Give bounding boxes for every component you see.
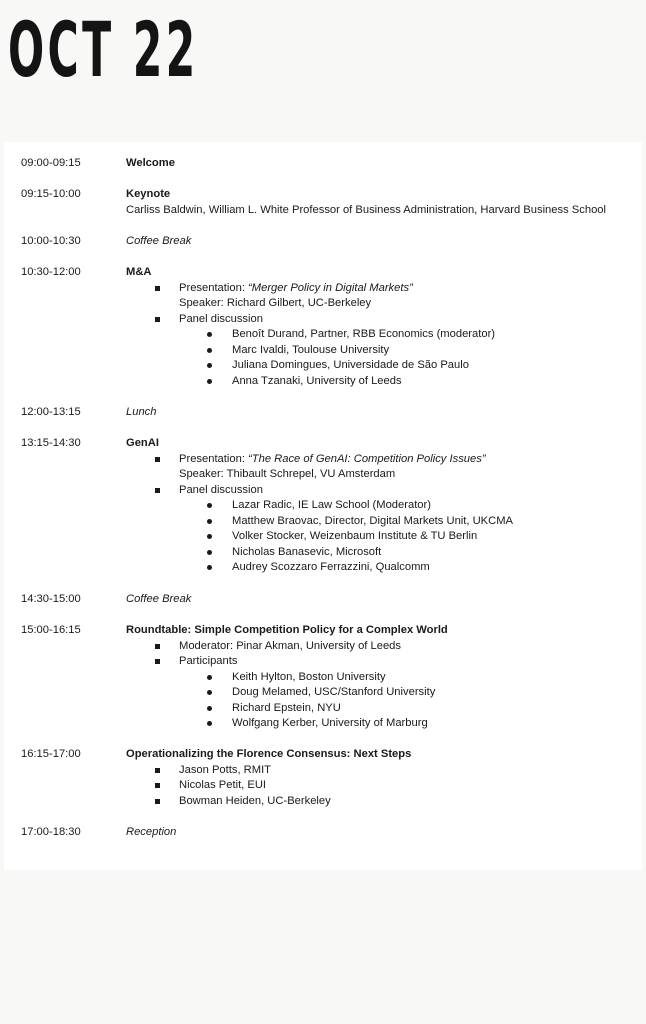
speaker-item: Bowman Heiden, UC-Berkeley [126, 794, 636, 810]
session-title: Welcome [126, 157, 175, 169]
session-content [126, 234, 636, 250]
participant: Richard Epstein, NYU [126, 701, 636, 717]
session-title: Keynote [126, 188, 171, 200]
panel-label: Panel discussion [126, 483, 636, 499]
time-slot: 16:15-17:00 [21, 748, 81, 760]
session-title: Lunch [126, 406, 157, 418]
session-content [126, 436, 636, 576]
speaker-item: Nicolas Petit, EUI [126, 778, 636, 794]
time-slot: 13:15-14:30 [21, 437, 81, 449]
schedule-panel [4, 142, 642, 870]
panelist: Matthew Braovac, Director, Digital Markets Unit, UKCMA [126, 514, 636, 530]
participant: Keith Hylton, Boston University [126, 670, 636, 686]
session-content [126, 156, 636, 172]
presentation-prefix: Presentation: [179, 452, 249, 465]
presentation-title: “Merger Policy in Digital Markets” [248, 281, 413, 294]
panelist: Volker Stocker, Weizenbaum Institute & TU Berlin [126, 529, 636, 545]
session-content [126, 825, 636, 841]
session-content [126, 747, 636, 809]
panelist: Benoît Durand, Partner, RBB Economics (moderator) [126, 327, 636, 343]
panelist: Marc Ivaldi, Toulouse University [126, 343, 636, 359]
session-title: GenAI [126, 437, 159, 449]
session-content [126, 405, 636, 421]
participants-label: Participants [126, 654, 636, 670]
session-content [126, 623, 636, 732]
presentation-title: “The Race of GenAI: Competition Policy Issues” [248, 452, 486, 465]
session-title: Operationalizing the Florence Consensus: Next Steps [126, 748, 412, 760]
session-content [126, 592, 636, 608]
time-slot: 10:00-10:30 [21, 235, 81, 247]
time-slot: 09:00-09:15 [21, 157, 81, 169]
session-title: M&A [126, 266, 152, 278]
time-slot: 12:00-13:15 [21, 406, 81, 418]
speaker-item: Jason Potts, RMIT [126, 763, 636, 779]
presentation-speaker: Speaker: Richard Gilbert, UC-Berkeley [179, 297, 372, 309]
keynote-speaker: Carliss Baldwin, William L. White Professor of Business Administration, Harvard Business School [126, 203, 606, 216]
panelist: Audrey Scozzaro Ferrazzini, Qualcomm [126, 560, 636, 576]
time-slot: 14:30-15:00 [21, 593, 81, 605]
time-slot: 09:15-10:00 [21, 188, 81, 200]
presentation-speaker: Speaker: Thibault Schrepel, VU Amsterdam [179, 468, 396, 480]
presentation-item [126, 281, 636, 297]
session-title: Coffee Break [126, 593, 192, 605]
panelist: Lazar Radic, IE Law School (Moderator) [126, 498, 636, 514]
panelist: Anna Tzanaki, University of Leeds [126, 374, 636, 390]
time-slot: 15:00-16:15 [21, 624, 81, 636]
session-title: Reception [126, 826, 177, 838]
presentation-prefix: Presentation: [179, 281, 249, 294]
time-slot: 17:00-18:30 [21, 826, 81, 838]
session-title: Roundtable: Simple Competition Policy for a Complex World [126, 624, 448, 636]
time-slot: 10:30-12:00 [21, 266, 81, 278]
panelist: Nicholas Banasevic, Microsoft [126, 545, 636, 561]
session-title: Coffee Break [126, 235, 192, 247]
date-heading: OCT 22 [8, 5, 199, 94]
session-content [126, 187, 636, 218]
participant: Wolfgang Kerber, University of Marburg [126, 716, 636, 732]
panel-label: Panel discussion [126, 312, 636, 328]
session-content [126, 265, 636, 389]
panelist: Juliana Domingues, Universidade de São Paulo [126, 358, 636, 374]
participant: Doug Melamed, USC/Stanford University [126, 685, 636, 701]
moderator: Moderator: Pinar Akman, University of Leeds [126, 639, 636, 655]
presentation-item [126, 452, 636, 468]
